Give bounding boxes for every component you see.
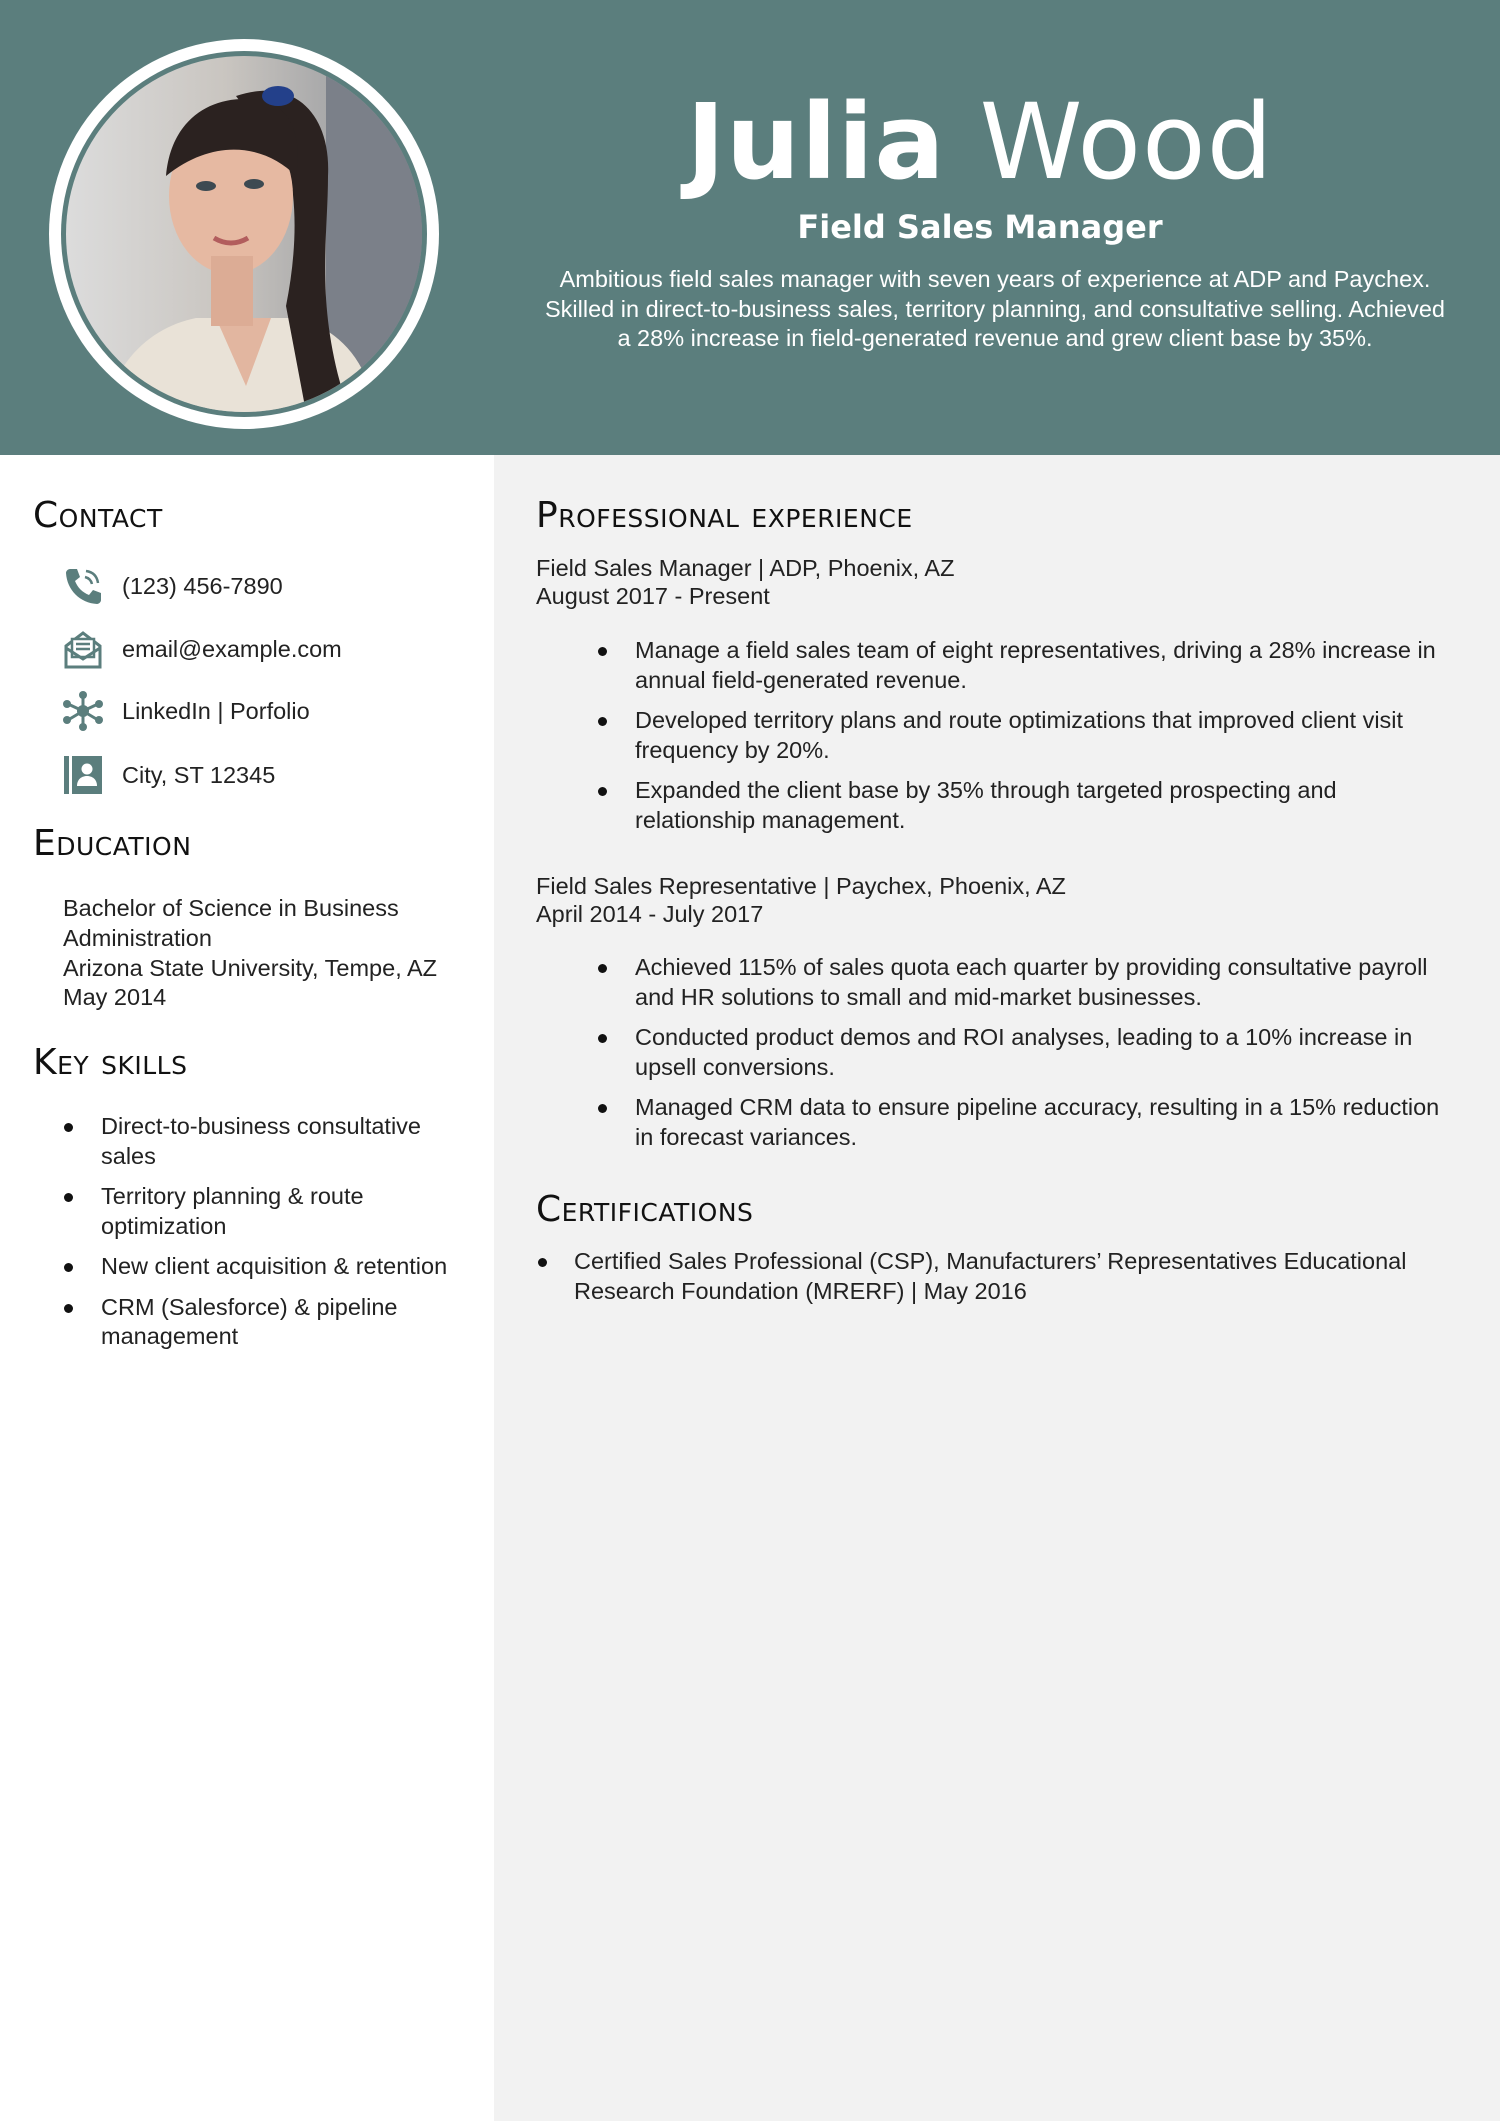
skill-item: Territory planning & route optimization [63,1182,468,1241]
job-dates: August 2017 - Present [536,583,770,609]
job-bullets [597,953,1452,1163]
education-date: May 2014 [63,984,167,1010]
header-banner [0,0,1500,455]
certification-item: Certified Sales Professional (CSP), Manufacturers’ Representatives Educational Research Foundation (MRERF) | May 2016 [537,1247,1457,1306]
portrait-image [66,56,422,412]
job-bullets [597,636,1452,846]
phone-text: (123) 456-7890 [122,573,283,599]
phone-icon [62,565,104,607]
contact-email [62,628,462,672]
education-school: Arizona State University, Tempe, AZ [63,955,437,981]
job-bullet: Achieved 115% of sales quota each quarter by providing consultative payroll and HR solutions to small and mid-market businesses. [597,953,1452,1012]
profile-summary: Ambitious field sales manager with seven years of experience at ADP and Paychex. Skilled in direct-to-business sales, territory planning, and consultative selling. Achieved a 28% increase in field-generated revenue and grew client base by 35%. [545,266,1445,351]
job-dates: April 2014 - July 2017 [536,901,764,927]
skills-heading: Key skills [33,1042,188,1083]
certifications-list [537,1247,1457,1306]
job-bullet: Conducted product demos and ROI analyses, leading to a 10% increase in upsell conversions. [597,1023,1452,1082]
email-text: email@example.com [122,636,342,662]
job-bullet: Developed territory plans and route optimizations that improved client visit frequency by 20%. [597,706,1452,765]
contact-address [62,754,462,798]
address-card-icon [62,754,104,796]
network-icon [62,690,104,732]
certifications-heading: Certifications [536,1189,754,1230]
education-degree: Bachelor of Science in Business Administration [63,895,399,951]
profile-photo-frame [49,39,439,429]
candidate-name [540,82,1420,202]
contact-phone [62,565,462,609]
first-name: Julia [686,81,946,203]
skills-list [63,1112,468,1363]
links-text: LinkedIn | Porfolio [122,698,310,724]
job-title: Field Sales Manager [797,208,1163,246]
last-name: Wood [979,81,1274,203]
contact-links [62,690,462,734]
experience-heading: Professional experience [536,495,913,536]
profile-photo [61,51,427,417]
job-bullet: Manage a field sales team of eight representatives, driving a 28% increase in annual field-generated revenue. [597,636,1452,695]
job-bullet: Expanded the client base by 35% through targeted prospecting and relationship management. [597,776,1452,835]
job-role: Field Sales Representative | Paychex, Phoenix, AZ [536,873,1066,899]
skill-item: New client acquisition & retention [63,1252,468,1282]
email-icon [62,628,104,670]
skill-item: CRM (Salesforce) & pipeline management [63,1293,468,1352]
contact-heading: Contact [33,495,163,536]
education-heading: Education [33,823,192,864]
job-role: Field Sales Manager | ADP, Phoenix, AZ [536,555,955,581]
job-bullet: Managed CRM data to ensure pipeline accuracy, resulting in a 15% reduction in forecast variances. [597,1093,1452,1152]
address-text: City, ST 12345 [122,762,276,788]
skill-item: Direct-to-business consultative sales [63,1112,468,1171]
